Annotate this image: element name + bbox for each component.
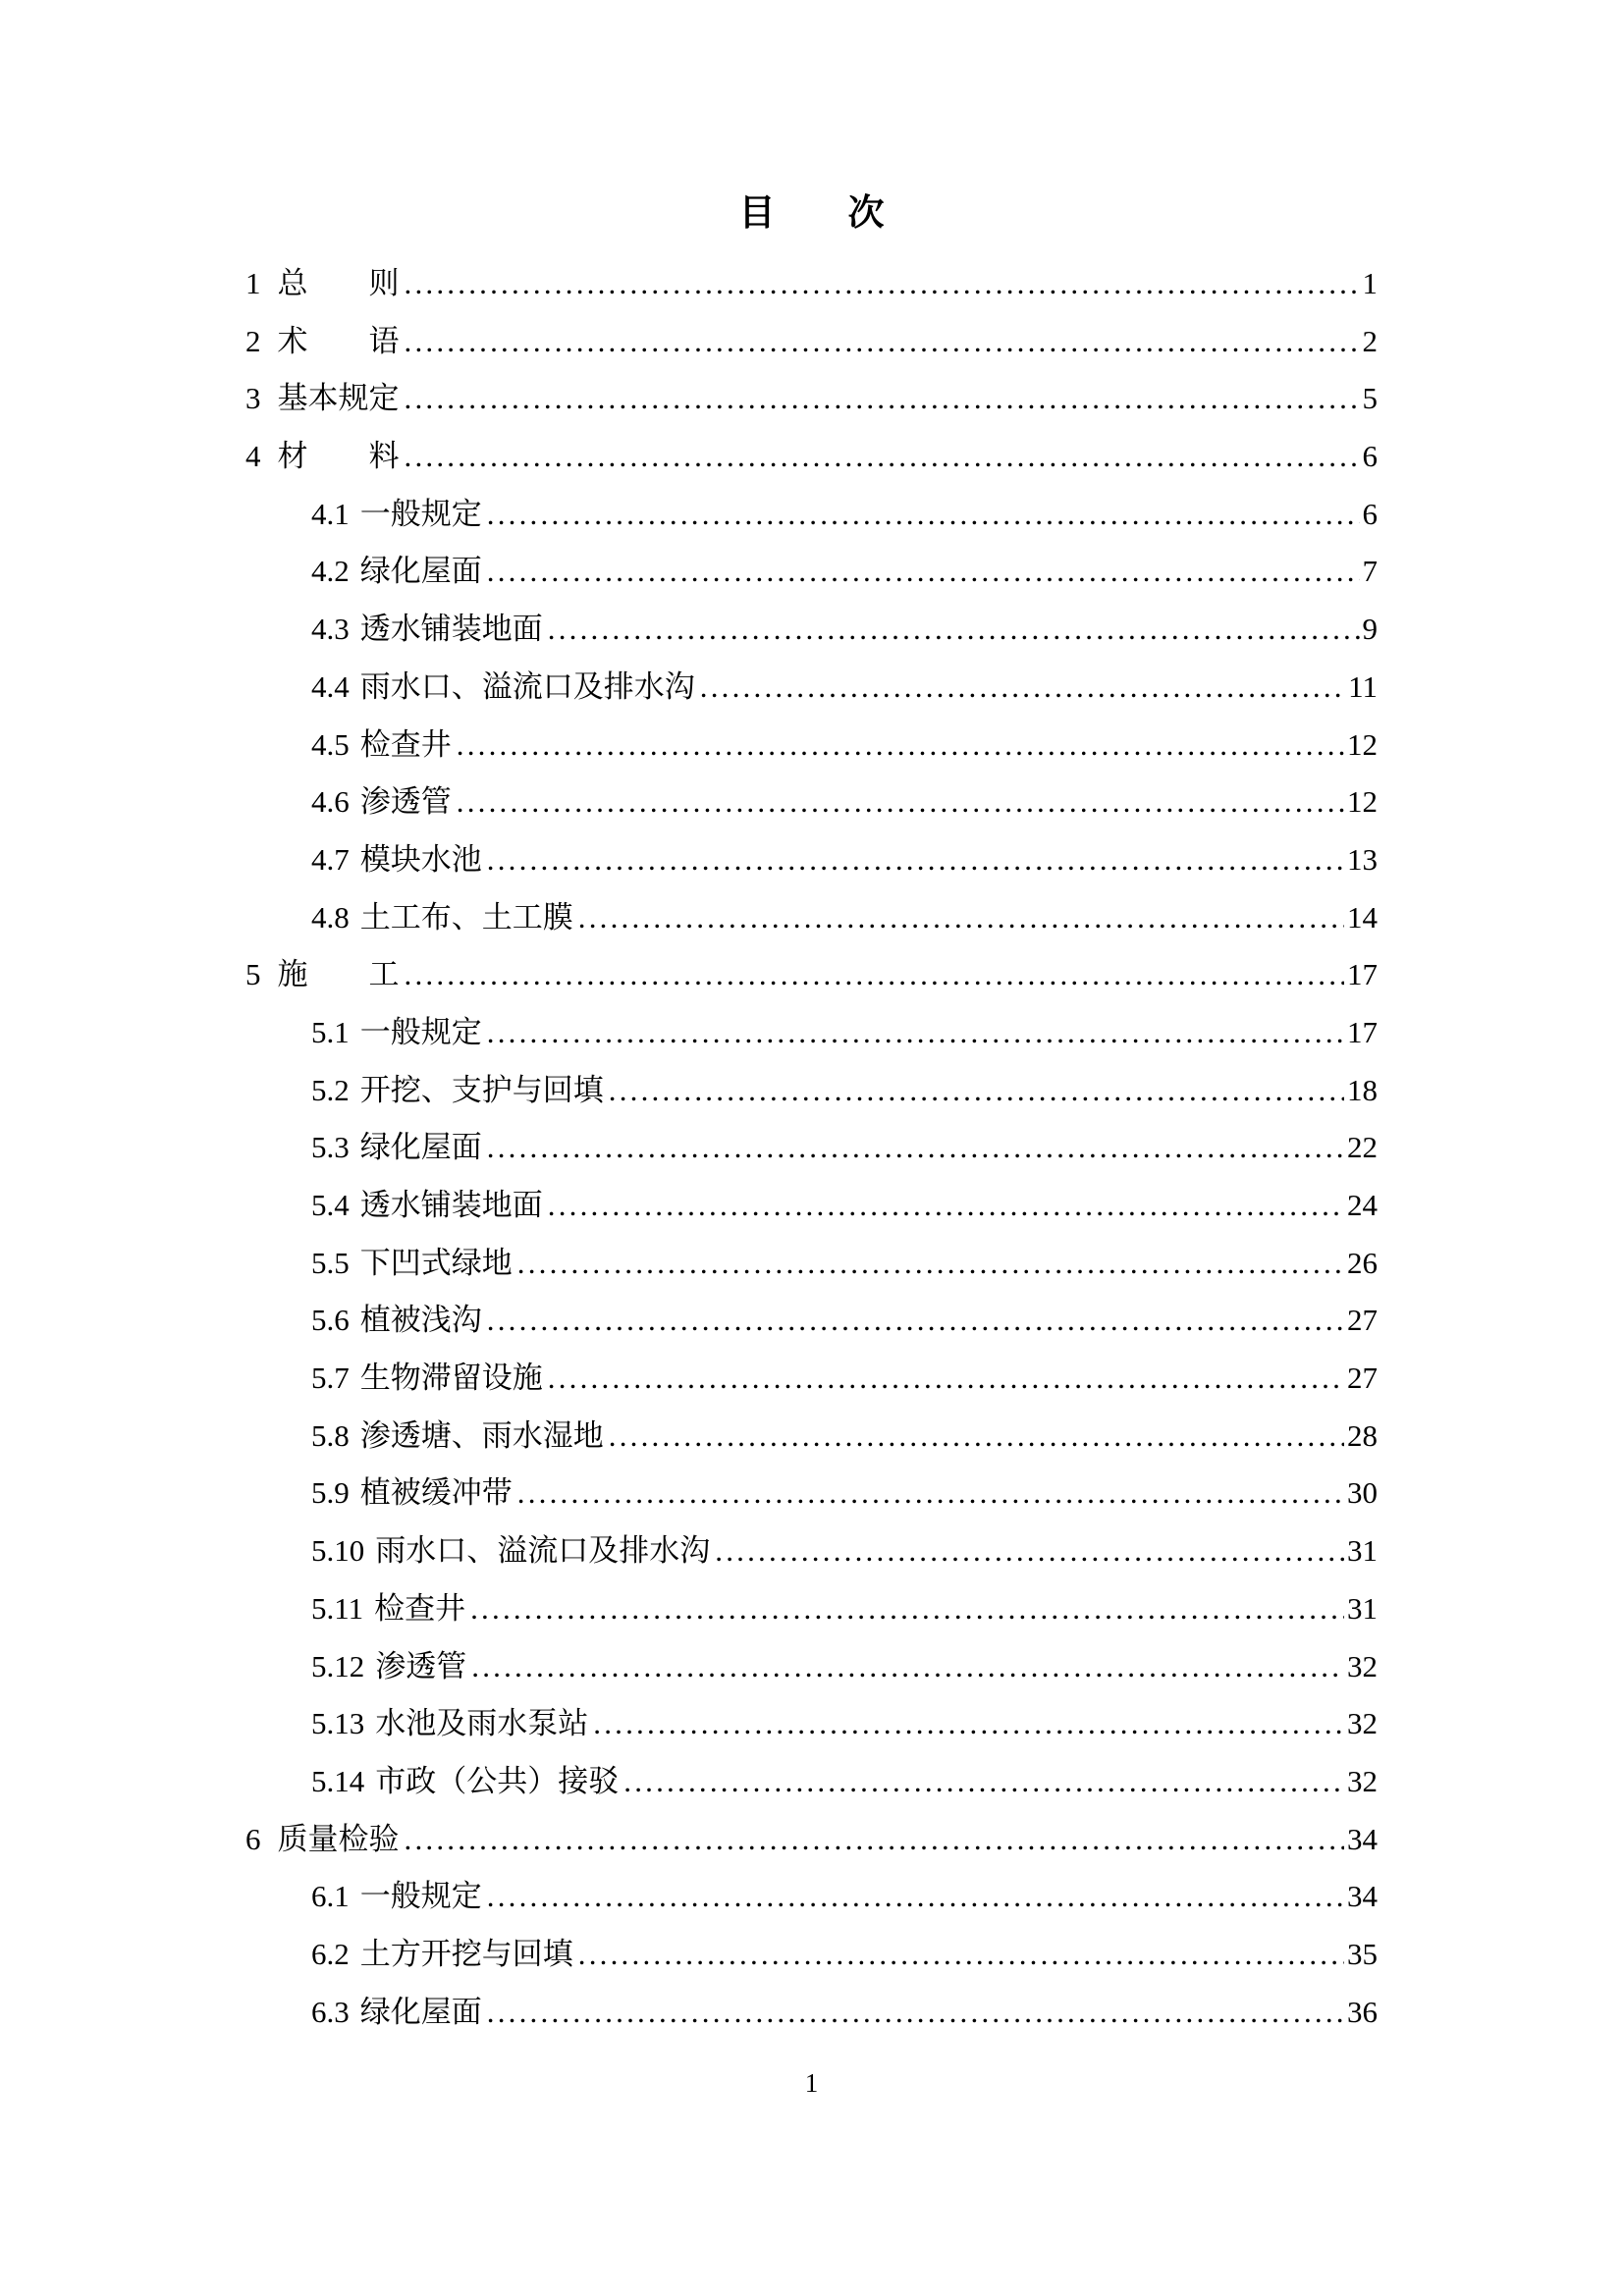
toc-entry-label: 透水铺装地面 xyxy=(359,612,543,647)
toc-row xyxy=(245,1753,1378,1811)
toc-entry-label: 生物滞留设施 xyxy=(359,1361,543,1396)
toc-entry-page: 27 xyxy=(1347,1361,1378,1396)
toc-entry-number: 5.9 xyxy=(311,1475,350,1511)
toc-row xyxy=(245,1695,1378,1753)
toc-entry-label: 质量检验 xyxy=(277,1821,400,1856)
toc-entry-label: 下凹式绿地 xyxy=(359,1245,513,1280)
toc-entry-page: 5 xyxy=(1362,381,1378,416)
toc-entry-number: 5.11 xyxy=(311,1590,364,1626)
toc-entry-page: 31 xyxy=(1347,1590,1378,1626)
toc-entry-label: 一般规定 xyxy=(359,1879,482,1914)
toc-row xyxy=(245,659,1378,717)
toc-row xyxy=(245,1177,1378,1235)
toc-entry-page: 27 xyxy=(1347,1303,1378,1338)
toc-entry-number: 4.8 xyxy=(311,899,350,934)
toc-row xyxy=(245,1062,1378,1120)
toc-row xyxy=(245,889,1378,947)
dot-leader xyxy=(517,1235,1344,1293)
toc-row xyxy=(245,1580,1378,1638)
toc-entry-number: 6.2 xyxy=(311,1936,350,1971)
toc-entry-page: 32 xyxy=(1347,1763,1378,1798)
toc-row xyxy=(245,1522,1378,1580)
dot-leader xyxy=(471,1638,1344,1696)
toc-entry-number: 5.7 xyxy=(311,1361,350,1396)
toc-entry-number: 5.8 xyxy=(311,1417,350,1453)
dot-leader xyxy=(487,1119,1344,1177)
toc-entry-label: 检查井 xyxy=(359,726,452,762)
toc-entry-number: 3 xyxy=(245,381,261,416)
toc-row xyxy=(245,1350,1378,1408)
toc-entry-label: 绿化屋面 xyxy=(359,1994,482,2029)
toc-entry-page: 22 xyxy=(1347,1130,1378,1165)
toc-entry-page: 11 xyxy=(1348,668,1378,704)
dot-leader xyxy=(457,717,1344,774)
dot-leader xyxy=(487,1984,1344,2042)
toc-row xyxy=(245,255,1378,313)
toc-list xyxy=(245,255,1378,2041)
dot-leader xyxy=(405,313,1360,371)
toc-entry-number: 5.4 xyxy=(311,1188,350,1222)
toc-entry-label: 施 工 xyxy=(277,957,400,992)
toc-entry-number: 6.1 xyxy=(311,1879,350,1914)
toc-entry-label: 水池及雨水泵站 xyxy=(375,1706,589,1741)
toc-entry-number: 5.6 xyxy=(311,1303,350,1338)
toc-entry-number: 5.2 xyxy=(311,1072,350,1107)
toc-entry-label: 基本规定 xyxy=(277,381,400,416)
toc-entry-label: 检查井 xyxy=(374,1590,466,1626)
dot-leader xyxy=(470,1580,1344,1638)
dot-leader xyxy=(405,428,1360,486)
toc-entry-number: 4 xyxy=(245,439,261,474)
dot-leader xyxy=(548,601,1360,659)
toc-row xyxy=(245,370,1378,428)
toc-entry-number: 5.14 xyxy=(311,1763,365,1798)
toc-entry-label: 市政（公共）接驳 xyxy=(375,1763,620,1798)
toc-row xyxy=(245,831,1378,889)
toc-entry-page: 6 xyxy=(1362,496,1378,531)
toc-entry-page: 24 xyxy=(1347,1188,1378,1222)
dot-leader xyxy=(623,1753,1344,1811)
toc-entry-label: 渗透管 xyxy=(375,1648,467,1683)
toc-entry-page: 12 xyxy=(1347,726,1378,762)
toc-row xyxy=(245,1235,1378,1293)
toc-entry-number: 5.3 xyxy=(311,1130,350,1165)
toc-entry-page: 28 xyxy=(1347,1417,1378,1453)
toc-entry-page: 13 xyxy=(1347,841,1378,877)
toc-entry-page: 35 xyxy=(1347,1936,1378,1971)
toc-entry-page: 1 xyxy=(1362,266,1378,300)
toc-entry-page: 17 xyxy=(1347,957,1378,992)
toc-entry-number: 5.1 xyxy=(311,1014,350,1049)
dot-leader xyxy=(487,831,1344,889)
toc-row xyxy=(245,1638,1378,1696)
toc-entry-page: 18 xyxy=(1347,1072,1378,1107)
toc-entry-label: 开挖、支护与回填 xyxy=(359,1072,604,1107)
toc-entry-number: 4.7 xyxy=(311,841,350,877)
toc-entry-label: 一般规定 xyxy=(359,1014,482,1049)
toc-row xyxy=(245,1004,1378,1062)
dot-leader xyxy=(593,1695,1344,1753)
dot-leader xyxy=(517,1465,1344,1522)
toc-entry-page: 31 xyxy=(1347,1533,1378,1569)
toc-entry-number: 5 xyxy=(245,957,261,992)
toc-row xyxy=(245,1465,1378,1522)
dot-leader xyxy=(405,370,1360,428)
toc-entry-label: 土方开挖与回填 xyxy=(359,1936,573,1971)
dot-leader xyxy=(487,1292,1344,1350)
toc-row xyxy=(245,428,1378,486)
toc-entry-number: 4.4 xyxy=(311,668,350,704)
toc-row xyxy=(245,946,1378,1004)
toc-entry-label: 雨水口、溢流口及排水沟 xyxy=(359,668,695,704)
dot-leader xyxy=(487,543,1360,601)
toc-row xyxy=(245,1119,1378,1177)
toc-entry-number: 6.3 xyxy=(311,1994,350,2029)
toc-entry-page: 32 xyxy=(1347,1706,1378,1741)
dot-leader xyxy=(405,1811,1345,1869)
toc-entry-number: 5.12 xyxy=(311,1648,365,1683)
toc-entry-label: 一般规定 xyxy=(359,496,482,531)
toc-entry-page: 2 xyxy=(1362,323,1378,358)
dot-leader xyxy=(578,1926,1344,1984)
toc-entry-number: 4.1 xyxy=(311,496,350,531)
dot-leader xyxy=(487,1004,1344,1062)
toc-entry-page: 36 xyxy=(1347,1994,1378,2029)
dot-leader xyxy=(487,1868,1344,1926)
toc-entry-label: 渗透管 xyxy=(359,784,452,820)
toc-entry-label: 绿化屋面 xyxy=(359,1130,482,1165)
toc-entry-label: 材 料 xyxy=(277,439,400,474)
toc-row xyxy=(245,774,1378,831)
toc-entry-page: 6 xyxy=(1362,439,1378,474)
toc-row xyxy=(245,1926,1378,1984)
dot-leader xyxy=(457,774,1344,831)
toc-row xyxy=(245,543,1378,601)
toc-entry-label: 绿化屋面 xyxy=(359,554,482,589)
footer-page-number: 1 xyxy=(804,2068,819,2098)
toc-entry-label: 术 语 xyxy=(277,323,400,358)
dot-leader xyxy=(609,1062,1344,1120)
toc-entry-page: 26 xyxy=(1347,1245,1378,1280)
toc-row xyxy=(245,313,1378,371)
toc-entry-page: 32 xyxy=(1347,1648,1378,1683)
toc-entry-number: 2 xyxy=(245,323,261,358)
dot-leader xyxy=(405,946,1345,1004)
dot-leader xyxy=(548,1177,1344,1235)
toc-row xyxy=(245,1292,1378,1350)
toc-entry-number: 1 xyxy=(245,266,261,300)
toc-row xyxy=(245,486,1378,544)
toc-entry-number: 4.2 xyxy=(311,554,350,589)
toc-entry-label: 渗透塘、雨水湿地 xyxy=(359,1417,604,1453)
toc-entry-number: 5.10 xyxy=(311,1533,365,1569)
toc-entry-page: 30 xyxy=(1347,1475,1378,1511)
toc-entry-label: 模块水池 xyxy=(359,841,482,877)
dot-leader xyxy=(578,889,1344,947)
dot-leader xyxy=(487,486,1360,544)
toc-entry-label: 土工布、土工膜 xyxy=(359,899,573,934)
toc-entry-label: 植被浅沟 xyxy=(359,1303,482,1338)
toc-row xyxy=(245,601,1378,659)
toc-entry-page: 17 xyxy=(1347,1014,1378,1049)
dot-leader xyxy=(609,1408,1344,1466)
dot-leader xyxy=(700,659,1345,717)
dot-leader xyxy=(715,1522,1344,1580)
toc-entry-number: 5.13 xyxy=(311,1706,365,1741)
toc-entry-number: 4.5 xyxy=(311,726,350,762)
toc-row xyxy=(245,1408,1378,1466)
toc-entry-label: 总 则 xyxy=(277,266,400,300)
toc-entry-label: 透水铺装地面 xyxy=(359,1188,543,1222)
toc-row xyxy=(245,1811,1378,1869)
toc-entry-page: 12 xyxy=(1347,784,1378,820)
dot-leader xyxy=(548,1350,1344,1408)
toc-title: 目 次 xyxy=(738,193,885,234)
toc-row xyxy=(245,1984,1378,2042)
toc-entry-number: 5.5 xyxy=(311,1245,350,1280)
toc-entry-label: 植被缓冲带 xyxy=(359,1475,513,1511)
toc-entry-page: 7 xyxy=(1362,554,1378,589)
toc-row xyxy=(245,1868,1378,1926)
toc-entry-label: 雨水口、溢流口及排水沟 xyxy=(375,1533,711,1569)
toc-entry-page: 34 xyxy=(1347,1879,1378,1914)
toc-entry-page: 34 xyxy=(1347,1821,1378,1856)
toc-entry-page: 9 xyxy=(1362,612,1378,647)
toc-entry-number: 4.3 xyxy=(311,612,350,647)
dot-leader xyxy=(405,255,1360,313)
toc-entry-number: 6 xyxy=(245,1821,261,1856)
toc-row xyxy=(245,717,1378,774)
toc-entry-number: 4.6 xyxy=(311,784,350,820)
toc-entry-page: 14 xyxy=(1347,899,1378,934)
